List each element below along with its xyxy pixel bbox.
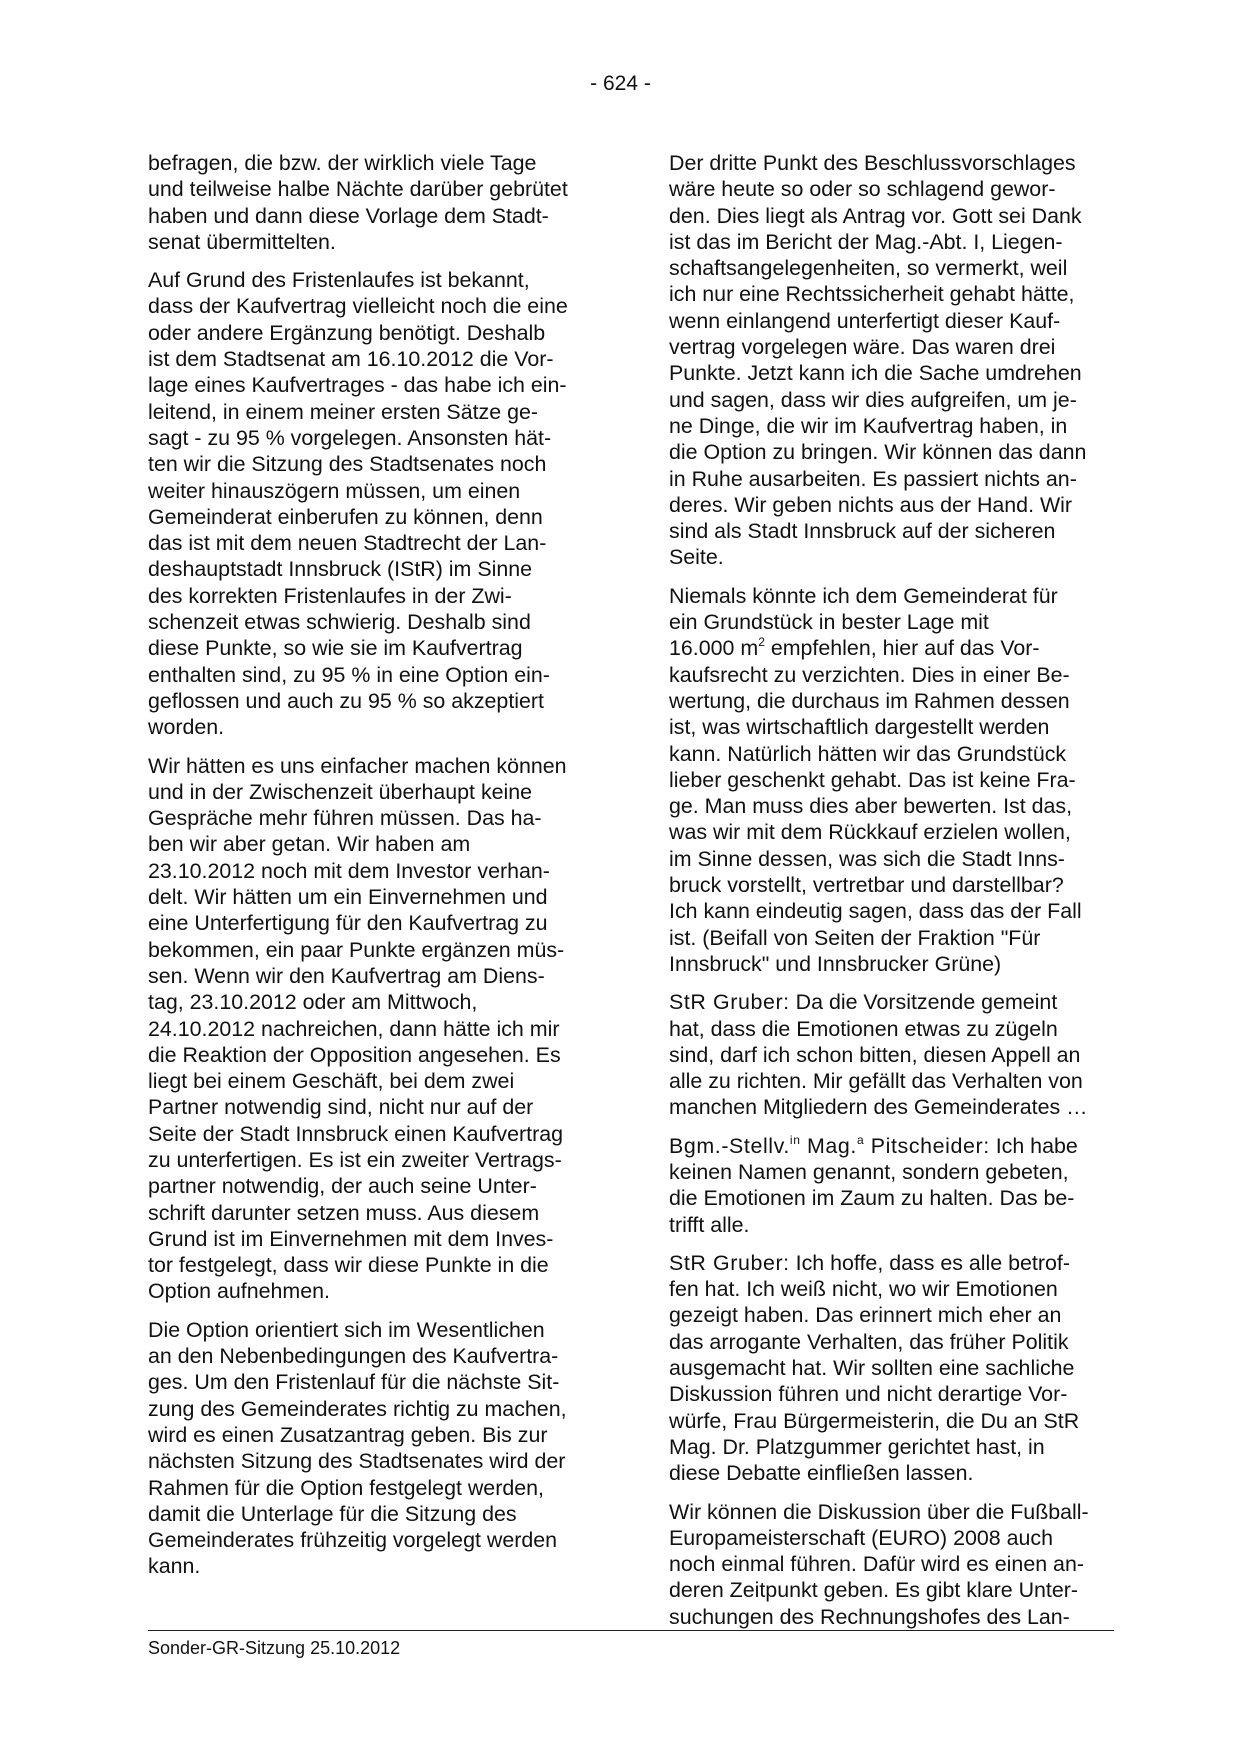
- text-line: und sagen, dass wir dies aufgreifen, um je-: [669, 387, 1077, 412]
- speaker-title: Bgm.-Stellv.: [669, 1133, 790, 1158]
- text-line: keinen Namen genannt, sondern gebeten,: [669, 1159, 1069, 1184]
- text-line: sind, darf ich schon bitten, diesen Appell an: [669, 1042, 1081, 1067]
- text-fragment: empfehlen, hier auf das Vor-: [764, 636, 1040, 661]
- paragraph: [669, 1499, 1137, 1630]
- text-line: ben wir aber getan. Wir haben am: [148, 832, 471, 857]
- text-line: Option aufnehmen.: [148, 1279, 330, 1304]
- text-fragment: Ich habe: [989, 1133, 1078, 1158]
- text-line: wäre heute so oder so schlagend gewor-: [669, 177, 1056, 202]
- paragraph: [148, 150, 616, 255]
- text-line: senat übermittelten.: [148, 229, 336, 254]
- text-line: bruck vorstellt, vertretbar und darstellbar?: [669, 873, 1064, 898]
- text-line: diese Punkte, so wie sie im Kaufvertrag: [148, 636, 523, 661]
- paragraph: [669, 1250, 1137, 1487]
- paragraph: [669, 583, 1137, 977]
- text-line: sen. Wenn wir den Kaufvertrag am Diens-: [148, 963, 545, 988]
- text-line: bekommen, ein paar Punkte ergänzen müs-: [148, 937, 565, 962]
- text-line: ist, was wirtschaftlich dargestellt werden: [669, 715, 1050, 740]
- text-line: tag, 23.10.2012 oder am Mittwoch,: [148, 990, 478, 1015]
- text-line: Die Option orientiert sich im Wesentlichen: [148, 1317, 545, 1342]
- superscript: 2: [758, 635, 765, 650]
- text-line: nächsten Sitzung des Stadtsenates wird der: [148, 1449, 566, 1474]
- text-line: kann. Natürlich hätten wir das Grundstück: [669, 741, 1067, 766]
- text-line: Auf Grund des Fristenlaufes ist bekannt,: [148, 268, 530, 293]
- text-line: deren Zeitpunkt geben. Es gibt klare Unter-: [669, 1578, 1079, 1603]
- text-line: gezeigt haben. Das erinnert mich eher an: [669, 1303, 1062, 1328]
- text-line: fen hat. Ich weiß nicht, wo wir Emotionen: [669, 1277, 1058, 1302]
- text-line: das ist mit dem neuen Stadtrecht der Lan-: [148, 531, 547, 556]
- text-line: 23.10.2012 noch mit dem Investor verhan-: [148, 858, 550, 883]
- text-line: Europameisterschaft (EURO) 2008 auch: [669, 1525, 1054, 1550]
- text-line: worden.: [148, 715, 225, 740]
- text-line: haben und dann diese Vorlage dem Stadt-: [148, 203, 549, 228]
- text-line: manchen Mitgliedern des Gemeinderates …: [669, 1095, 1088, 1120]
- text-line: Seite der Stadt Innsbruck einen Kaufvertrag: [148, 1121, 563, 1146]
- text-line: und teilweise halbe Nächte darüber gebrütet: [148, 177, 568, 202]
- text-line: ist dem Stadtsenat am 16.10.2012 die Vor-: [148, 347, 554, 372]
- text-line: leitend, in einem meiner ersten Sätze ge-: [148, 399, 538, 424]
- text-line: ich nur eine Rechtssicherheit gehabt hätte,: [669, 282, 1075, 307]
- text-line: delt. Wir hätten um ein Einvernehmen und: [148, 885, 548, 910]
- area-value: 16.000 m: [669, 636, 759, 661]
- speaker-name: [669, 1134, 990, 1158]
- text-line: Gemeinderat einberufen zu können, denn: [148, 504, 543, 529]
- text-line: zung des Gemeinderates richtig zu machen,: [148, 1396, 567, 1421]
- text-line: [669, 989, 1137, 1015]
- text-line: ein Grundstück in bester Lage mit: [669, 610, 989, 635]
- text-line: enthalten sind, zu 95 % in eine Option ein-: [148, 662, 550, 687]
- text-line: [669, 635, 1137, 661]
- text-line: geflossen und auch zu 95 % so akzeptiert: [148, 688, 544, 713]
- text-line: alle zu richten. Mir gefällt das Verhalten von: [669, 1069, 1083, 1094]
- text-line: noch einmal führen. Dafür wird es einen an-: [669, 1552, 1084, 1577]
- text-line: würfe, Frau Bürgermeisterin, die Du an StR: [669, 1408, 1080, 1433]
- text-line: Grund ist im Einvernehmen mit dem Inves-: [148, 1226, 554, 1251]
- text-line: eine Unterfertigung für den Kaufvertrag zu: [148, 911, 548, 936]
- text-line: Partner notwendig sind, nicht nur auf der: [148, 1095, 534, 1120]
- text-line: ges. Um den Fristenlauf für die nächste Sit-: [148, 1370, 560, 1395]
- text-line: schenzeit etwas schwierig. Deshalb sind: [148, 610, 531, 635]
- text-line: und in der Zwischenzeit überhaupt keine: [148, 779, 533, 804]
- text-line: [669, 1133, 1137, 1159]
- text-line: die Option zu bringen. Wir können das dann: [669, 440, 1087, 465]
- text-line: den. Dies liegt als Antrag vor. Gott sei Dank: [669, 203, 1082, 228]
- text-line: die Reaktion der Opposition angesehen. Es: [148, 1042, 561, 1067]
- text-line: lieber geschenkt gehabt. Das ist keine Fra-: [669, 767, 1076, 792]
- text-line: das arrogante Verhalten, das früher Politik: [669, 1329, 1069, 1354]
- text-line: Wir hätten es uns einfacher machen können: [148, 753, 567, 778]
- text-fragment: Da die Vorsitzende gemeint: [789, 990, 1058, 1015]
- text-line: tor festgelegt, dass wir diese Punkte in die: [148, 1253, 549, 1278]
- text-line: ge. Man muss dies aber bewerten. Ist das,: [669, 794, 1073, 819]
- superscript: a: [856, 1132, 865, 1147]
- text-line: des korrekten Fristenlaufes in der Zwi-: [148, 583, 512, 608]
- text-line: trifft alle.: [669, 1212, 750, 1237]
- text-line: hat, dass die Emotionen etwas zu zügeln: [669, 1016, 1058, 1041]
- text-line: suchungen des Rechnungshofes des Lan-: [669, 1604, 1070, 1629]
- paragraph: [669, 150, 1137, 571]
- speaker-title: Mag.: [800, 1133, 857, 1158]
- footer-divider: [148, 1630, 1114, 1631]
- text-line: partner notwendig, der auch seine Unter-: [148, 1174, 537, 1199]
- text-line: Punkte. Jetzt kann ich die Sache umdrehen: [669, 361, 1082, 386]
- text-line: weiter hinauszögern müssen, um einen: [148, 478, 521, 503]
- text-line: Wir können die Diskussion über die Fußball-: [669, 1499, 1089, 1524]
- text-line: wird es einen Zusatzantrag geben. Bis zur: [148, 1422, 548, 1447]
- text-line: deshauptstadt Innsbruck (IStR) im Sinne: [148, 557, 533, 582]
- text-line: Rahmen für die Option festgelegt werden,: [148, 1475, 544, 1500]
- text-line: oder andere Ergänzung benötigt. Deshalb: [148, 320, 546, 345]
- text-line: Gemeinderates frühzeitig vorgelegt werden: [148, 1528, 558, 1553]
- text-line: ist. (Beifall von Seiten der Fraktion "Für: [669, 925, 1041, 950]
- page-number: - 624 -: [590, 72, 651, 95]
- text-line: schaftsangelegenheiten, so vermerkt, weil: [669, 256, 1068, 281]
- text-line: kann.: [148, 1554, 201, 1579]
- text-line: wertung, die durchaus im Rahmen dessen: [669, 688, 1070, 713]
- paragraph: [669, 989, 1137, 1120]
- text-line: an den Nebenbedingungen des Kaufvertra-: [148, 1344, 559, 1369]
- text-line: Seite.: [669, 545, 724, 570]
- text-line: wenn einlangend unterfertigt dieser Kauf-: [669, 308, 1061, 333]
- text-line: ist das im Bericht der Mag.-Abt. I, Liegen-: [669, 229, 1063, 254]
- text-line: lage eines Kaufvertrages - das habe ich ein-: [148, 373, 567, 398]
- text-line: befragen, die bzw. der wirklich viele Tage: [148, 151, 537, 175]
- text-line: die Emotionen im Zaum zu halten. Das be-: [669, 1186, 1075, 1211]
- text-line: schrift darunter setzen muss. Aus diesem: [148, 1200, 540, 1225]
- text-line: Innsbruck" und Innsbrucker Grüne): [669, 951, 1002, 976]
- right-column: [669, 150, 1137, 1642]
- text-line: deres. Wir geben nichts aus der Hand. Wir: [669, 492, 1073, 517]
- text-line: im Sinne dessen, was sich die Stadt Inns-: [669, 846, 1065, 871]
- text-line: 24.10.2012 nachreichen, dann hätte ich mir: [148, 1016, 560, 1041]
- speaker-name: StR Gruber:: [669, 1250, 790, 1275]
- text-line: Gespräche mehr führen müssen. Das ha-: [148, 806, 542, 831]
- paragraph: [148, 753, 616, 1305]
- superscript: in: [789, 1132, 801, 1147]
- paragraph: [669, 1133, 1137, 1238]
- left-column: [148, 150, 616, 1592]
- text-line: Niemals könnte ich dem Gemeinderat für: [669, 583, 1058, 608]
- paragraph: [148, 267, 616, 740]
- text-line: in Ruhe ausarbeiten. Es passiert nichts an-: [669, 466, 1077, 491]
- text-line: Diskussion führen und nicht derartige Vor-: [669, 1382, 1068, 1407]
- text-line: damit die Unterlage für die Sitzung des: [148, 1501, 517, 1526]
- text-line: sind als Stadt Innsbruck auf der sicheren: [669, 519, 1056, 544]
- footer-session-label: Sonder-GR-Sitzung 25.10.2012: [148, 1638, 401, 1658]
- text-line: zu unterfertigen. Es ist ein zweiter Vertrags-: [148, 1147, 562, 1172]
- text-line: liegt bei einem Geschäft, bei dem zwei: [148, 1069, 515, 1094]
- text-line: Der dritte Punkt des Beschlussvorschlages: [669, 151, 1076, 175]
- text-line: vertrag vorgelegen wäre. Das waren drei: [669, 335, 1056, 360]
- speaker-name: StR Gruber:: [669, 990, 790, 1015]
- text-line: ne Dinge, die wir im Kaufvertrag haben, in: [669, 413, 1068, 438]
- text-fragment: Ich hoffe, dass es alle betrof-: [789, 1250, 1070, 1275]
- text-line: ten wir die Sitzung des Stadtsenates noch: [148, 452, 547, 477]
- text-line: [669, 1250, 1137, 1276]
- text-line: diese Debatte einfließen lassen.: [669, 1461, 974, 1486]
- text-line: ausgemacht hat. Wir sollten eine sachliche: [669, 1356, 1075, 1381]
- text-line: Mag. Dr. Platzgummer gerichtet hast, in: [669, 1434, 1045, 1459]
- paragraph: [148, 1317, 616, 1580]
- text-line: dass der Kaufvertrag vielleicht noch die eine: [148, 294, 568, 319]
- text-line: was wir mit dem Rückkauf erzielen wollen,: [669, 820, 1071, 845]
- text-line: sagt - zu 95 % vorgelegen. Ansonsten hät-: [148, 425, 552, 450]
- speaker-surname: Pitscheider:: [864, 1133, 990, 1158]
- text-line: kaufsrecht zu verzichten. Dies in einer Be-: [669, 662, 1070, 687]
- text-line: Ich kann eindeutig sagen, dass das der Fall: [669, 899, 1082, 924]
